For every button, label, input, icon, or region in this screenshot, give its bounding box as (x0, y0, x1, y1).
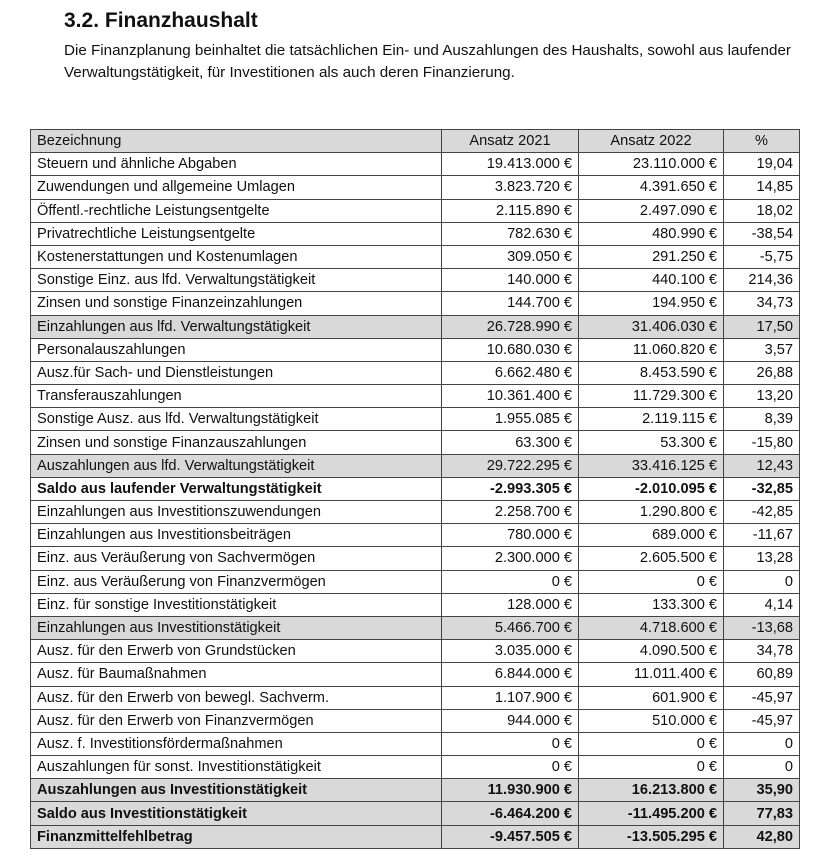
ansatz-2021-cell: 782.630 € (442, 222, 579, 245)
header-ansatz-2021: Ansatz 2021 (442, 130, 579, 153)
ansatz-2022-cell: 510.000 € (579, 709, 724, 732)
table-row (31, 385, 800, 408)
table-row (31, 593, 800, 616)
row-label: Auszahlungen aus Investitionstätigkeit (31, 779, 442, 802)
percent-cell: 19,04 (724, 153, 800, 176)
header-row (31, 130, 800, 153)
row-label: Steuern und ähnliche Abgaben (31, 153, 442, 176)
percent-cell: 13,20 (724, 385, 800, 408)
table-body (31, 153, 800, 849)
percent-cell: 13,28 (724, 547, 800, 570)
ansatz-2021-cell: 10.680.030 € (442, 338, 579, 361)
ansatz-2021-cell: 6.844.000 € (442, 663, 579, 686)
row-label: Zuwendungen und allgemeine Umlagen (31, 176, 442, 199)
table-row (31, 779, 800, 802)
row-label: Privatrechtliche Leistungsentgelte (31, 222, 442, 245)
table-row (31, 709, 800, 732)
header-bezeichnung: Bezeichnung (31, 130, 442, 153)
percent-cell: 34,73 (724, 292, 800, 315)
table-header (31, 130, 800, 153)
percent-cell: 77,83 (724, 802, 800, 825)
ansatz-2022-cell: -11.495.200 € (579, 802, 724, 825)
percent-cell: 42,80 (724, 825, 800, 848)
table-row (31, 825, 800, 848)
table-row (31, 315, 800, 338)
ansatz-2021-cell: -9.457.505 € (442, 825, 579, 848)
ansatz-2021-cell: 944.000 € (442, 709, 579, 732)
ansatz-2021-cell: 19.413.000 € (442, 153, 579, 176)
finance-table (30, 129, 800, 849)
percent-cell: 18,02 (724, 199, 800, 222)
ansatz-2021-cell: 29.722.295 € (442, 454, 579, 477)
ansatz-2022-cell: 11.729.300 € (579, 385, 724, 408)
percent-cell: 17,50 (724, 315, 800, 338)
table-row (31, 547, 800, 570)
percent-cell: 0 (724, 732, 800, 755)
percent-cell: -38,54 (724, 222, 800, 245)
ansatz-2021-cell: 10.361.400 € (442, 385, 579, 408)
ansatz-2021-cell: 2.258.700 € (442, 501, 579, 524)
percent-cell: 3,57 (724, 338, 800, 361)
table-row (31, 269, 800, 292)
table-row (31, 732, 800, 755)
row-label: Ausz. f. Investitionsfördermaßnahmen (31, 732, 442, 755)
ansatz-2022-cell: 194.950 € (579, 292, 724, 315)
row-label: Transferauszahlungen (31, 385, 442, 408)
ansatz-2022-cell: 4.391.650 € (579, 176, 724, 199)
ansatz-2021-cell: 3.823.720 € (442, 176, 579, 199)
ansatz-2022-cell: 2.119.115 € (579, 408, 724, 431)
percent-cell: 34,78 (724, 640, 800, 663)
ansatz-2021-cell: 128.000 € (442, 593, 579, 616)
row-label: Einz. für sonstige Investitionstätigkeit (31, 593, 442, 616)
section-intro: Die Finanzplanung beinhaltet die tatsächlichen Ein- und Auszahlungen des Haushalts, sowohl aus laufender Verwaltungstätigkeit, für Investitionen als auch deren Finanzierung. (64, 42, 791, 81)
row-label: Auszahlungen für sonst. Investitionstätigkeit (31, 756, 442, 779)
row-label: Einzahlungen aus Investitionsbeiträgen (31, 524, 442, 547)
ansatz-2021-cell: 26.728.990 € (442, 315, 579, 338)
ansatz-2021-cell: 780.000 € (442, 524, 579, 547)
ansatz-2021-cell: 3.035.000 € (442, 640, 579, 663)
percent-cell: -11,67 (724, 524, 800, 547)
ansatz-2022-cell: -13.505.295 € (579, 825, 724, 848)
ansatz-2021-cell: 1.107.900 € (442, 686, 579, 709)
table-row (31, 338, 800, 361)
table-row (31, 245, 800, 268)
percent-cell: 0 (724, 570, 800, 593)
ansatz-2022-cell: 291.250 € (579, 245, 724, 268)
row-label: Auszahlungen aus lfd. Verwaltungstätigkeit (31, 454, 442, 477)
percent-cell: -32,85 (724, 477, 800, 500)
ansatz-2021-cell: 140.000 € (442, 269, 579, 292)
header-ansatz-2022: Ansatz 2022 (579, 130, 724, 153)
table-row (31, 640, 800, 663)
ansatz-2022-cell: 0 € (579, 732, 724, 755)
ansatz-2022-cell: 23.110.000 € (579, 153, 724, 176)
ansatz-2021-cell: 0 € (442, 732, 579, 755)
ansatz-2021-cell: 11.930.900 € (442, 779, 579, 802)
percent-cell: 26,88 (724, 361, 800, 384)
ansatz-2021-cell: 6.662.480 € (442, 361, 579, 384)
ansatz-2021-cell: 63.300 € (442, 431, 579, 454)
ansatz-2022-cell: 4.718.600 € (579, 616, 724, 639)
ansatz-2022-cell: 4.090.500 € (579, 640, 724, 663)
ansatz-2021-cell: -6.464.200 € (442, 802, 579, 825)
row-label: Sonstige Ausz. aus lfd. Verwaltungstätigkeit (31, 408, 442, 431)
ansatz-2022-cell: 33.416.125 € (579, 454, 724, 477)
ansatz-2022-cell: 480.990 € (579, 222, 724, 245)
table-row (31, 153, 800, 176)
ansatz-2022-cell: -2.010.095 € (579, 477, 724, 500)
row-label: Finanzmittelfehlbetrag (31, 825, 442, 848)
ansatz-2021-cell: 2.300.000 € (442, 547, 579, 570)
ansatz-2022-cell: 16.213.800 € (579, 779, 724, 802)
row-label: Ausz. für Baumaßnahmen (31, 663, 442, 686)
percent-cell: 214,36 (724, 269, 800, 292)
row-label: Saldo aus laufender Verwaltungstätigkeit (31, 477, 442, 500)
table-row (31, 756, 800, 779)
row-label: Einz. aus Veräußerung von Sachvermögen (31, 547, 442, 570)
table-row (31, 616, 800, 639)
row-label: Saldo aus Investitionstätigkeit (31, 802, 442, 825)
row-label: Einz. aus Veräußerung von Finanzvermögen (31, 570, 442, 593)
table-row (31, 663, 800, 686)
ansatz-2022-cell: 31.406.030 € (579, 315, 724, 338)
percent-cell: -15,80 (724, 431, 800, 454)
row-label: Öffentl.-rechtliche Leistungsentgelte (31, 199, 442, 222)
percent-cell: 0 (724, 756, 800, 779)
row-label: Einzahlungen aus lfd. Verwaltungstätigkeit (31, 315, 442, 338)
table-row (31, 361, 800, 384)
ansatz-2022-cell: 601.900 € (579, 686, 724, 709)
row-label: Zinsen und sonstige Finanzeinzahlungen (31, 292, 442, 315)
percent-cell: -42,85 (724, 501, 800, 524)
ansatz-2022-cell: 11.060.820 € (579, 338, 724, 361)
ansatz-2022-cell: 8.453.590 € (579, 361, 724, 384)
header-percent: % (724, 130, 800, 153)
percent-cell: -45,97 (724, 686, 800, 709)
table-row (31, 686, 800, 709)
ansatz-2022-cell: 0 € (579, 570, 724, 593)
ansatz-2021-cell: 144.700 € (442, 292, 579, 315)
ansatz-2021-cell: 1.955.085 € (442, 408, 579, 431)
ansatz-2021-cell: 2.115.890 € (442, 199, 579, 222)
ansatz-2022-cell: 2.497.090 € (579, 199, 724, 222)
percent-cell: 8,39 (724, 408, 800, 431)
table-row (31, 292, 800, 315)
row-label: Zinsen und sonstige Finanzauszahlungen (31, 431, 442, 454)
section-title: 3.2. Finanzhaushalt (64, 9, 258, 32)
table-row (31, 501, 800, 524)
ansatz-2021-cell: 309.050 € (442, 245, 579, 268)
percent-cell: 14,85 (724, 176, 800, 199)
table-row (31, 431, 800, 454)
ansatz-2021-cell: 0 € (442, 756, 579, 779)
ansatz-2022-cell: 689.000 € (579, 524, 724, 547)
row-label: Einzahlungen aus Investitionszuwendungen (31, 501, 442, 524)
table-row (31, 222, 800, 245)
table-row (31, 477, 800, 500)
ansatz-2022-cell: 53.300 € (579, 431, 724, 454)
ansatz-2021-cell: 5.466.700 € (442, 616, 579, 639)
percent-cell: 60,89 (724, 663, 800, 686)
table-row (31, 454, 800, 477)
percent-cell: -5,75 (724, 245, 800, 268)
table-row (31, 176, 800, 199)
percent-cell: -45,97 (724, 709, 800, 732)
row-label: Ausz.für Sach- und Dienstleistungen (31, 361, 442, 384)
row-label: Ausz. für den Erwerb von bewegl. Sachverm. (31, 686, 442, 709)
percent-cell: 35,90 (724, 779, 800, 802)
row-label: Einzahlungen aus Investitionstätigkeit (31, 616, 442, 639)
ansatz-2022-cell: 440.100 € (579, 269, 724, 292)
row-label: Ausz. für den Erwerb von Finanzvermögen (31, 709, 442, 732)
ansatz-2022-cell: 133.300 € (579, 593, 724, 616)
row-label: Sonstige Einz. aus lfd. Verwaltungstätigkeit (31, 269, 442, 292)
row-label: Ausz. für den Erwerb von Grundstücken (31, 640, 442, 663)
ansatz-2022-cell: 11.011.400 € (579, 663, 724, 686)
ansatz-2021-cell: 0 € (442, 570, 579, 593)
table-row (31, 408, 800, 431)
row-label: Personalauszahlungen (31, 338, 442, 361)
ansatz-2021-cell: -2.993.305 € (442, 477, 579, 500)
percent-cell: 12,43 (724, 454, 800, 477)
table-row (31, 570, 800, 593)
table-row (31, 199, 800, 222)
ansatz-2022-cell: 0 € (579, 756, 724, 779)
table-row (31, 524, 800, 547)
table-row (31, 802, 800, 825)
percent-cell: -13,68 (724, 616, 800, 639)
row-label: Kostenerstattungen und Kostenumlagen (31, 245, 442, 268)
percent-cell: 4,14 (724, 593, 800, 616)
ansatz-2022-cell: 2.605.500 € (579, 547, 724, 570)
ansatz-2022-cell: 1.290.800 € (579, 501, 724, 524)
